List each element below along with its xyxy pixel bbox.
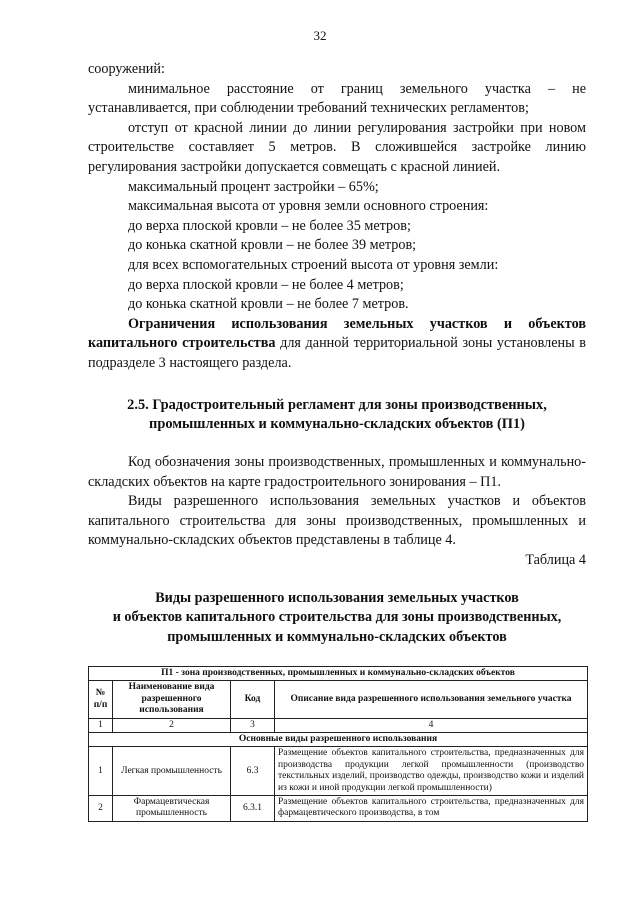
header-code: Код	[231, 681, 275, 718]
paragraph-restrictions	[88, 315, 586, 374]
page-number: 32	[313, 28, 327, 43]
zone-code-paragraph: Код обозначения зоны производственных, промышленных и коммунально-складских объектов на карте градостроительного зонирования – П1.	[88, 454, 586, 490]
column-number: 2	[113, 718, 231, 732]
row-description: Размещение объектов капитального строительства, предназначенных для фармацевтического производства, в том	[275, 796, 588, 822]
paragraph: до верха плоской кровли – не более 35 метров;	[128, 217, 411, 234]
row-number: 2	[89, 796, 113, 822]
table-caption: Таблица 4	[525, 552, 586, 569]
restrictions-bold-text: Ограничения использования земельных участков и объектов капитального строительства	[88, 315, 586, 352]
section-heading	[88, 396, 586, 436]
table-title	[88, 589, 586, 648]
column-number: 4	[275, 718, 588, 732]
section-heading-line: 2.5. Градостроительный регламент для зоны производственных,	[127, 396, 547, 413]
column-number: 3	[231, 718, 275, 732]
paragraph: максимальная высота от уровня земли основного строения:	[128, 198, 489, 215]
paragraph: отступ от красной линии до линии регулирования застройки при новом строительстве составляет 5 метров. В сложившейся застройке линию регулирования застройки допускается совмещать с красной линией.	[88, 119, 586, 175]
header-name: Наименование вида разрешенного использования	[113, 681, 231, 718]
header-description: Описание вида разрешенного использования земельного участка	[275, 681, 588, 718]
table-title-line: Виды разрешенного использования земельных участков	[155, 589, 519, 606]
table-title-line: промышленных и коммунально-складских объектов	[167, 628, 507, 645]
column-number-row	[89, 718, 588, 732]
table-reference-paragraph: Виды разрешенного использования земельных участков и объектов капитального строительства для зоны производственных, промышленных и коммунально-складских объектов представлены в таблице 4.	[88, 493, 586, 549]
document-body	[88, 60, 586, 647]
zone-title-cell: П1 - зона производственных, промышленных и коммунально-складских объектов	[89, 667, 588, 681]
row-code: 6.3.1	[231, 796, 275, 822]
restrictions-text: для данной территориальной зоны установлены в подразделе 3 настоящего раздела.	[88, 335, 586, 371]
table-row	[89, 747, 588, 796]
permitted-use-table	[88, 666, 588, 822]
paragraph: минимальное расстояние от границ земельного участка – не устанавливается, при соблюдении требований технических регламентов;	[88, 80, 586, 117]
column-number: 1	[89, 718, 113, 732]
header-row	[89, 681, 588, 718]
row-use-name: Легкая промышленность	[113, 747, 231, 796]
paragraph: сооружений:	[88, 61, 165, 77]
row-use-name: Фармацевтическая промышленность	[113, 796, 231, 822]
group-title-cell: Основные виды разрешенного использования	[89, 733, 588, 747]
paragraph: до верха плоской кровли – не более 4 метров;	[128, 276, 404, 293]
row-number: 1	[89, 747, 113, 796]
paragraph: до конька скатной кровли – не более 39 метров;	[128, 237, 417, 254]
paragraph: до конька скатной кровли – не более 7 метров.	[128, 296, 409, 313]
table-row	[89, 796, 588, 822]
row-code: 6.3	[231, 747, 275, 796]
row-description: Размещение объектов капитального строительства, предназначенных для производства продукции легкой промышленности (производство текстильных изделий, производство одежды, производство кожи и изделий из кожи и иной продукции легкой промышленности)	[275, 747, 588, 796]
paragraph: для всех вспомогательных строений высота от уровня земли:	[128, 256, 499, 273]
table-title-line: и объектов капитального строительства для зоны производственных,	[112, 609, 562, 626]
header-number: № п/п	[89, 681, 113, 718]
section-heading-line: промышленных и коммунально-складских объектов (П1)	[149, 416, 525, 433]
paragraph: максимальный процент застройки – 65%;	[128, 178, 379, 195]
